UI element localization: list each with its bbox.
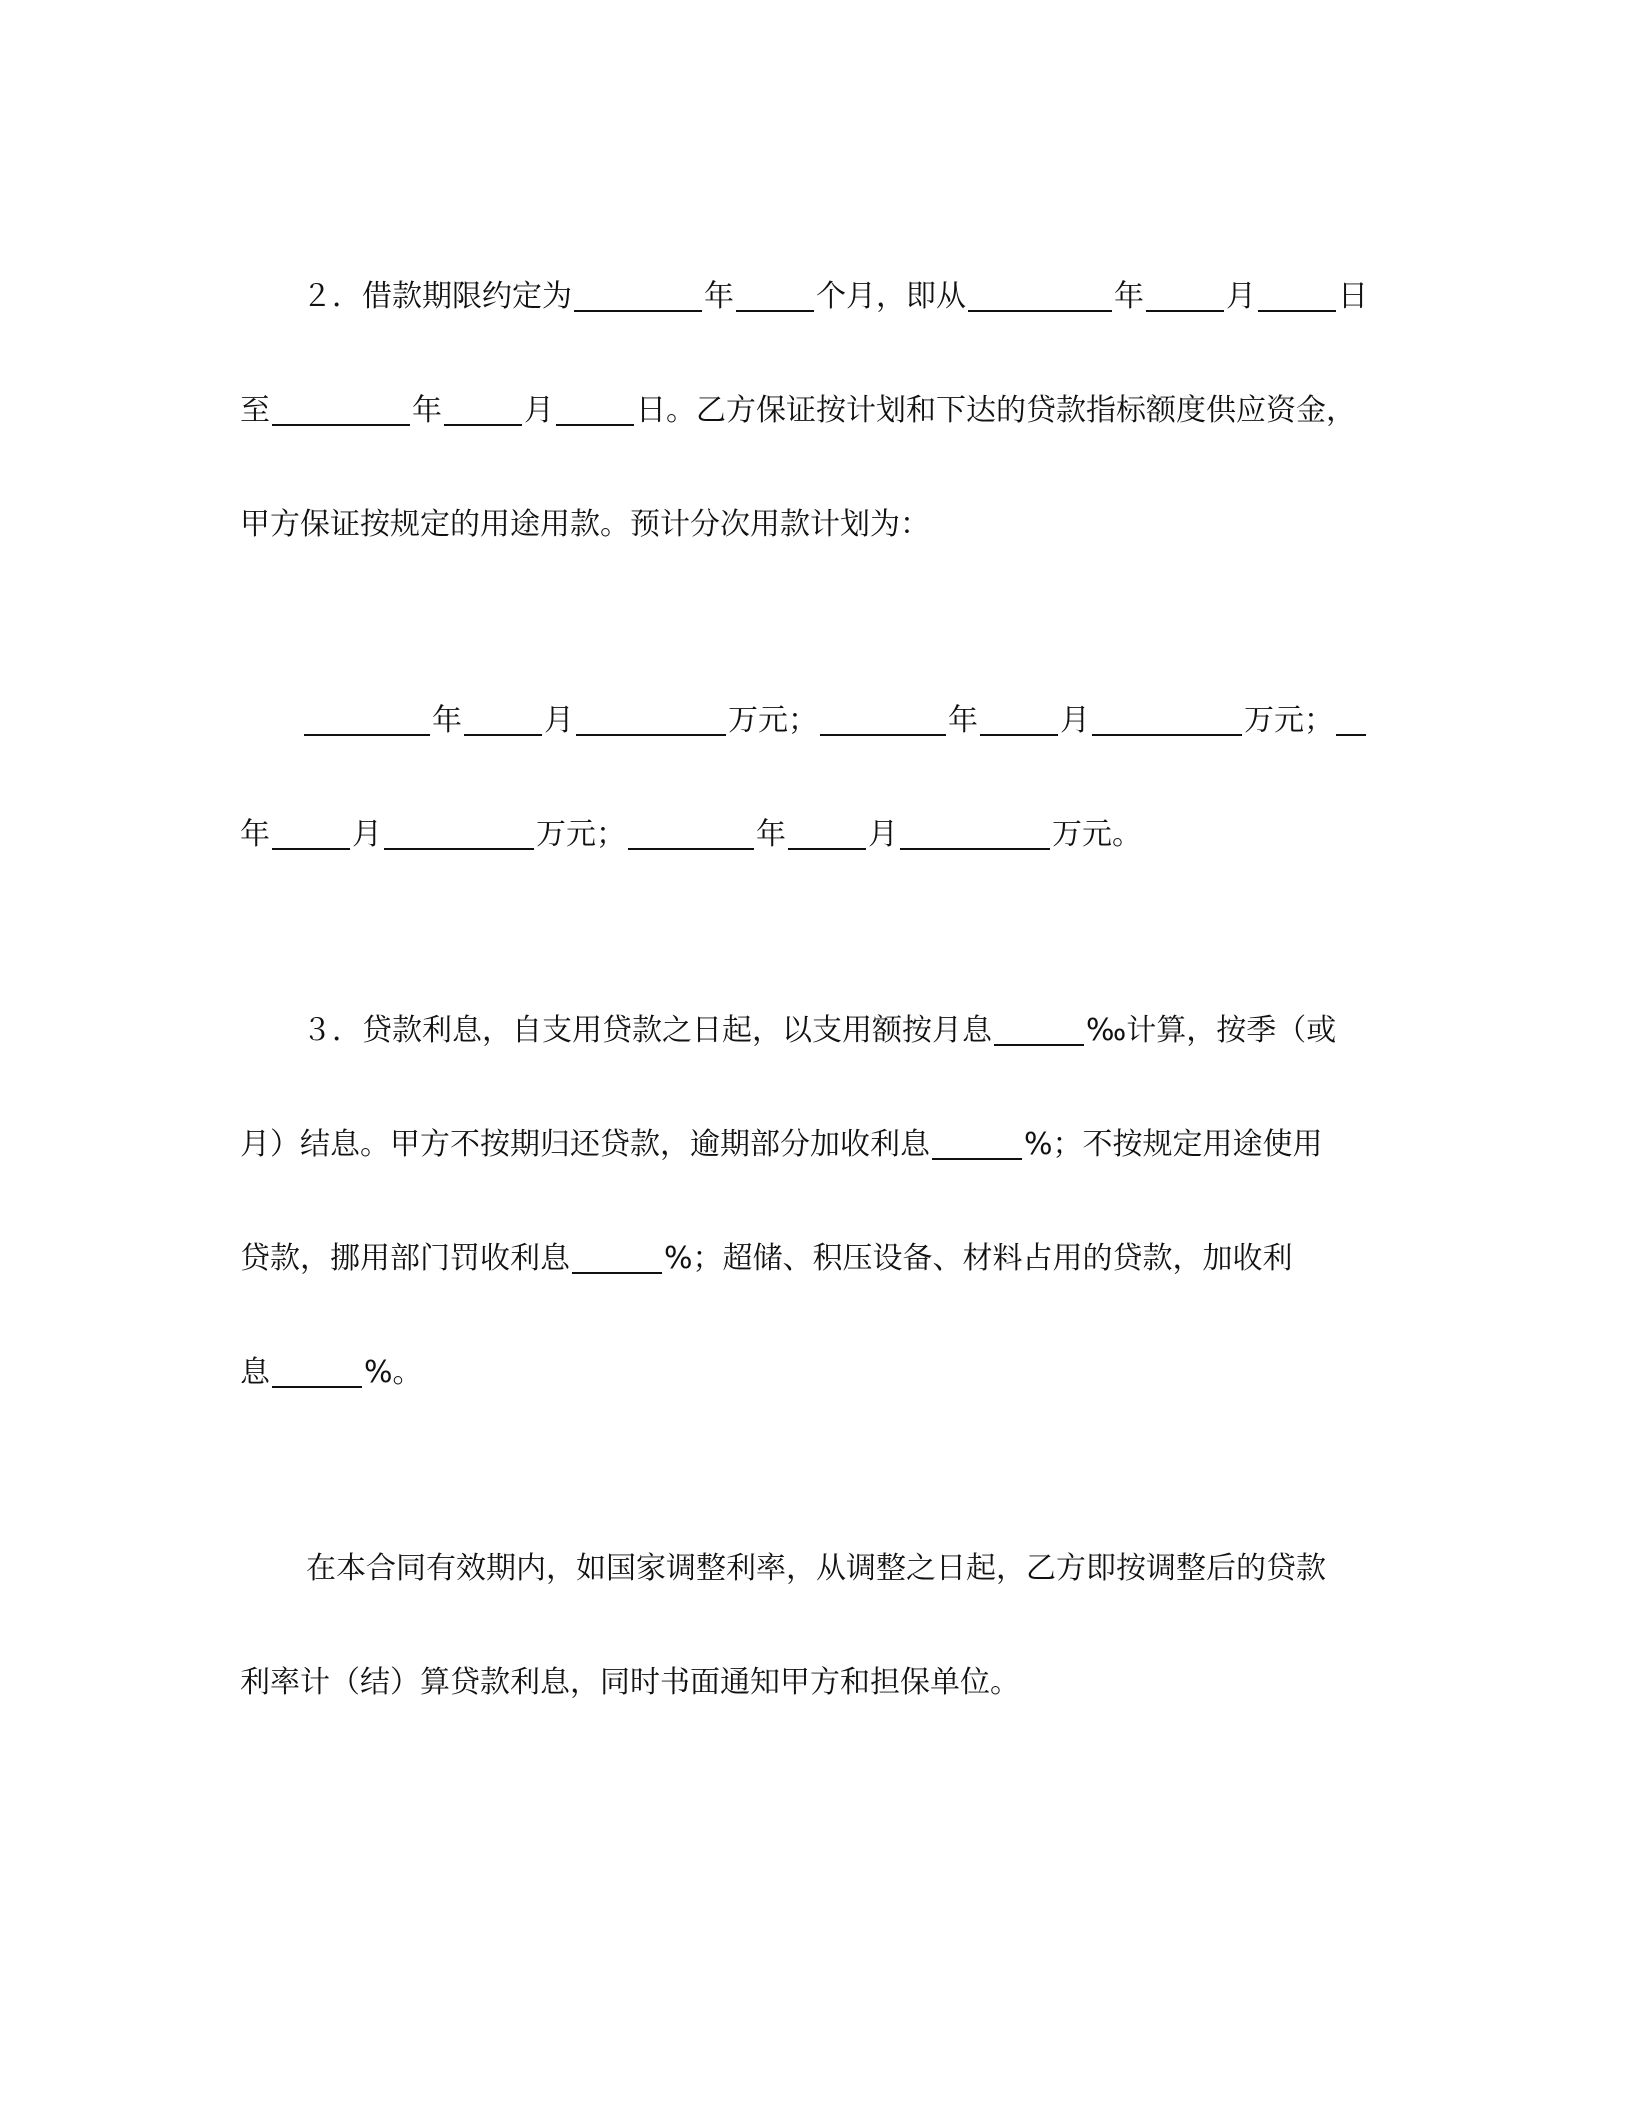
clause3-line4: 息 %。	[240, 1348, 1390, 1398]
start-day-blank[interactable]	[1258, 276, 1336, 312]
clause2-line1: ２．借款期限约定为 年 个月，即从 年 月 日	[240, 272, 1452, 322]
clause3-line2: 月）结息。甲方不按期归还贷款，逾期部分加收利息 %；不按规定用途使用	[240, 1120, 1390, 1170]
overdue-interest-blank[interactable]	[932, 1124, 1022, 1160]
schedule3-amount-blank[interactable]	[384, 814, 534, 850]
schedule2-amount-blank[interactable]	[1092, 700, 1242, 736]
start-month-blank[interactable]	[1146, 276, 1224, 312]
schedule3-month-blank[interactable]	[272, 814, 350, 850]
start-year-blank[interactable]	[968, 276, 1112, 312]
monthly-interest-blank[interactable]	[994, 1010, 1084, 1046]
schedule2-month-blank[interactable]	[980, 700, 1058, 736]
schedule4-amount-blank[interactable]	[900, 814, 1050, 850]
schedule-line1: 年 月 万元； 年 月 万元；	[240, 696, 1452, 746]
schedule-line2: 年 月 万元； 年 月 万元。	[240, 810, 1390, 860]
end-day-blank[interactable]	[556, 390, 634, 426]
para4-line1: 在本合同有效期内，如国家调整利率，从调整之日起，乙方即按调整后的贷款	[306, 1551, 1326, 1586]
schedule1-amount-blank[interactable]	[576, 700, 726, 736]
schedule2-year-blank[interactable]	[820, 700, 946, 736]
clause2-line2: 至 年 月 日。乙方保证按计划和下达的贷款指标额度供应资金，	[240, 386, 1390, 436]
schedule4-year-blank[interactable]	[628, 814, 754, 850]
overstock-interest-blank[interactable]	[272, 1352, 362, 1388]
schedule1-month-blank[interactable]	[464, 700, 542, 736]
misuse-penalty-blank[interactable]	[572, 1238, 662, 1274]
loan-months-blank[interactable]	[736, 276, 814, 312]
clause3-line1: ３．贷款利息，自支用贷款之日起，以支用额按月息 ‰计算，按季（或	[240, 1006, 1452, 1056]
end-year-blank[interactable]	[272, 390, 410, 426]
schedule1-year-blank[interactable]	[304, 700, 430, 736]
clause2-line3: 甲方保证按规定的用途用款。预计分次用款计划为：	[240, 507, 930, 542]
schedule3-year-blank[interactable]	[1336, 700, 1366, 736]
loan-years-blank[interactable]	[574, 276, 702, 312]
clause3-line3: 贷款，挪用部门罚收利息 %；超储、积压设备、材料占用的贷款，加收利	[240, 1234, 1390, 1284]
end-month-blank[interactable]	[444, 390, 522, 426]
para4-line2: 利率计（结）算贷款利息，同时书面通知甲方和担保单位。	[240, 1665, 1020, 1700]
schedule4-month-blank[interactable]	[788, 814, 866, 850]
